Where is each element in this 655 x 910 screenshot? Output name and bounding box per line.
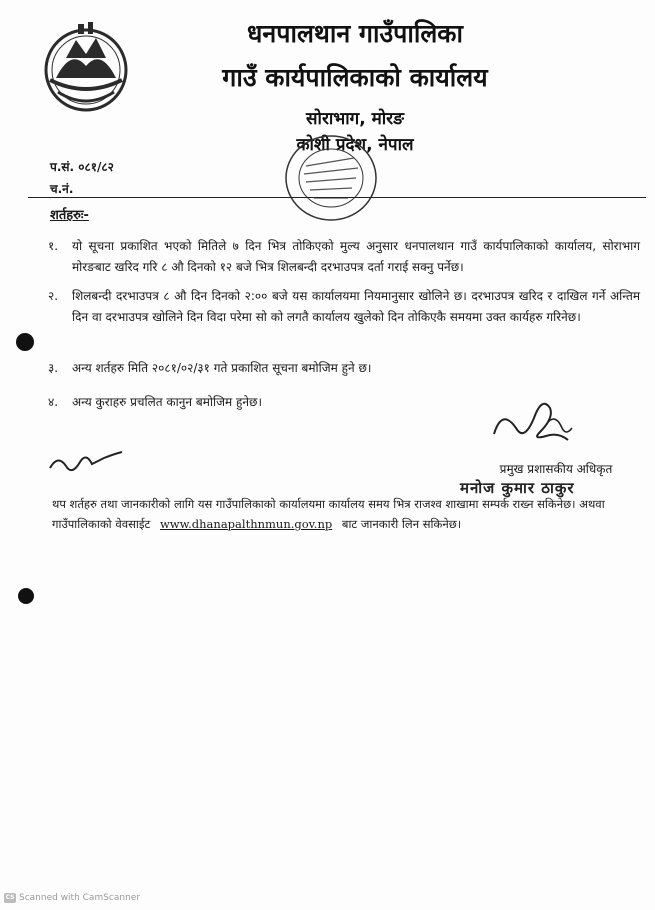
condition-number: ३. — [48, 361, 59, 375]
punch-hole — [16, 333, 34, 351]
condition-number: २. — [48, 289, 59, 303]
footer-text-after: बाट जानकारी लिन सकिनेछ। — [341, 517, 462, 531]
watermark-text: Scanned with CamScanner — [19, 893, 141, 903]
website-url[interactable]: www.dhanapalthnmun.gov.np — [159, 517, 333, 531]
officer-name-stamp: मनोज कुमार ठाकुर — [460, 479, 575, 497]
office-location: सोराभाग, मोरङ — [306, 109, 404, 129]
camscanner-logo-icon: CS — [5, 894, 15, 901]
dispatch-number: च.नं. — [50, 182, 74, 196]
officer-signature — [488, 388, 574, 452]
condition-text: अन्य शर्तहरु मिति २०८१/०२/३१ गते प्रकाशित सूचना बमोजिम हुने छ। — [72, 361, 372, 375]
nepal-government-emblem — [36, 18, 136, 118]
reference-number: प.सं. ०८१/८२ — [50, 160, 114, 174]
municipality-name: धनपालथान गाउँपालिका — [247, 19, 463, 48]
condition-text: यो सूचना प्रकाशित भएको मितिले ७ दिन भित्र तोकिएको मुल्य अनुसार धनपालथान गाउँ कार्यपालिकाको कार्यालय, सोराभाग मोरङबाट खरिद गरि ८ औ दिनको १२ बजे भित्र शिलबन्दी दरभाउपत्र दर्ता गराई सक्नु पर्नेछ। — [72, 239, 640, 274]
officer-designation: प्रमुख प्रशासकीय अधिकृत — [499, 462, 613, 476]
province-country: कोशी प्रदेश, नेपाल — [296, 135, 414, 155]
office-seal-stamp — [282, 132, 380, 224]
additional-info-note — [52, 494, 642, 534]
scanner-watermark — [4, 893, 140, 903]
condition-text: शिलबन्दी दरभाउपत्र ८ औ दिन दिनको २:०० बजे यस कार्यालयमा नियमानुसार खोलिने छ। दरभाउपत्र खरिद र दाखिल गर्ने अन्तिम दिन वा दरभाउपत्र खोलिने दिन विदा परेमा सो को लगतै कार्यालय खुलेको दिन तोकिएकै समयमा उक्त कार्यहरु गरिनेछ। — [72, 289, 640, 324]
handwritten-initial — [46, 448, 126, 480]
condition-item — [48, 358, 640, 379]
condition-number: ४. — [48, 395, 59, 409]
conditions-heading: शर्तहरुः- — [50, 208, 89, 223]
footer-text-before: थप शर्तहरु तथा जानकारीको लागि यस गाउँपालिकाको कार्यालयमा कार्यालय समय भित्र राजश्व शाखामा सम्पर्क राख्न सकिनेछ। अथवा गाउँपालिकाको वेवसाईट — [52, 497, 605, 531]
condition-item — [48, 236, 640, 278]
punch-hole — [18, 588, 34, 604]
header-divider — [28, 197, 646, 198]
condition-text: अन्य कुराहरु प्रचलित कानुन बमोजिम हुनेछ। — [72, 395, 263, 409]
office-title: गाउँ कार्यपालिकाको कार्यालय — [222, 63, 488, 92]
condition-number: १. — [48, 239, 59, 253]
condition-item — [48, 286, 640, 328]
